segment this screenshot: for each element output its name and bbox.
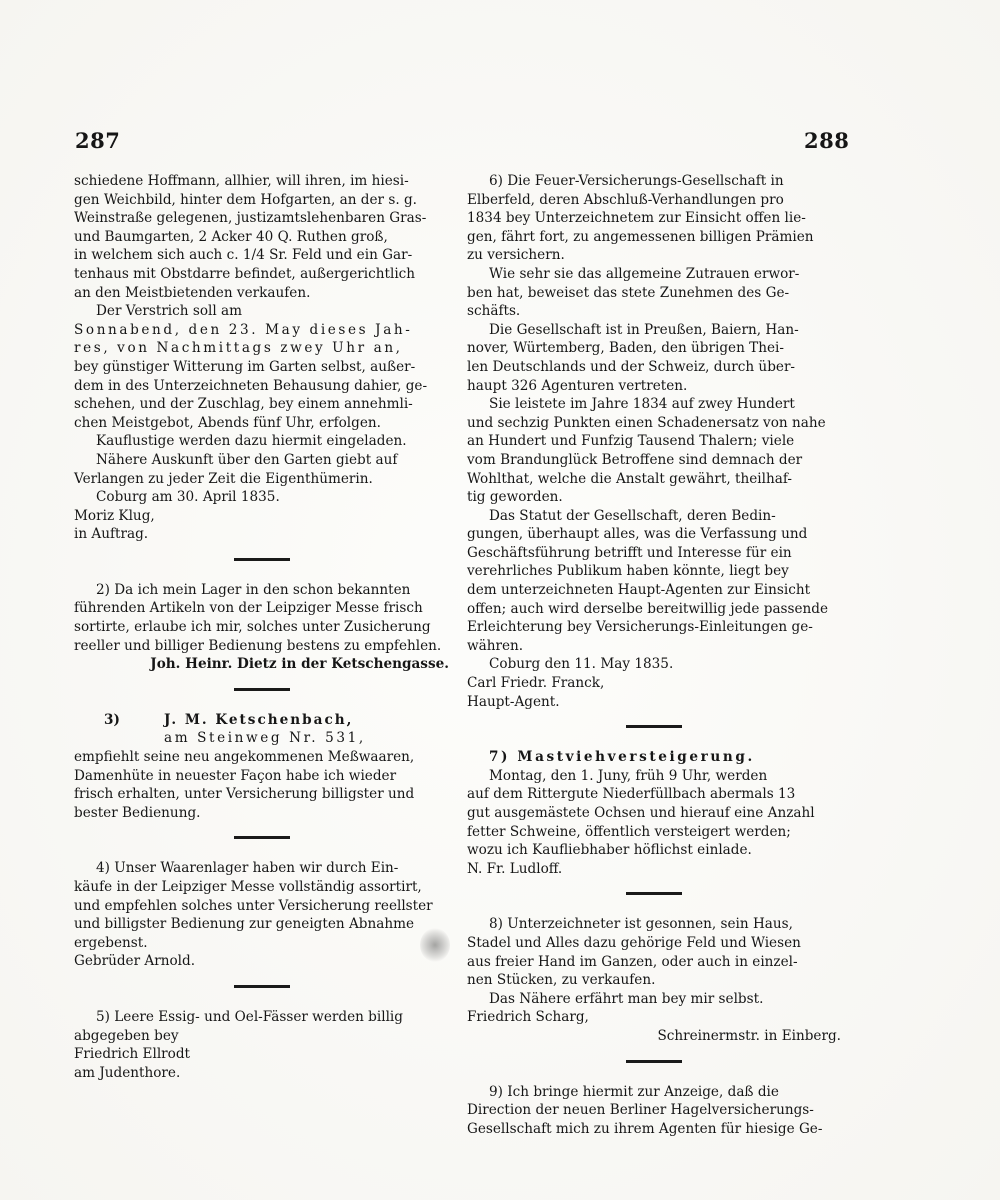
section-divider [626,725,682,728]
ad6-signature-role: Haupt-Agent. [467,693,560,710]
text-line: gen, fährt fort, zu angemessenen billigen Prämien [467,228,814,245]
ad1-garden-sale [74,172,449,544]
ad5-barrels [74,1008,449,1082]
text-line: schiedene Hoffmann, allhier, will ihren, im hiesi- [74,173,409,189]
ad5-signature-place: am Judenthore. [74,1064,181,1081]
text-line: len Deutschlands und der Schweiz, durch über- [467,358,796,375]
right-column [467,172,841,1138]
text-line: abgegeben bey [74,1027,179,1044]
text-line: zu versichern. [467,247,565,264]
text-line: gungen, überhaupt alles, was die Verfassung und [467,526,808,543]
ad3-heading [74,711,449,730]
text-line: auf dem Rittergute Niederfüllbach abermals 13 [467,786,796,803]
text-line: Das Statut der Gesellschaft, deren Bedin- [489,507,776,524]
text-line: Elberfeld, deren Abschluß-Verhandlungen pro [467,191,784,208]
ad6-fire-insurance [467,172,841,711]
text-line: und empfehlen solches unter Versicherung reellster [74,897,433,914]
page-number-right: 288 [804,128,850,153]
text-line: 2) Da ich mein Lager in den schon bekannten [96,581,411,598]
text-line: ben hat, beweiset das stete Zunehmen des Ge- [467,284,790,301]
auction-date-line: Sonnabend, den 23. May dieses Jah- [74,321,413,338]
ad4-signature: Gebrüder Arnold. [74,953,196,970]
text-line: 1834 bey Unterzeichnetem zur Einsicht offen lie- [467,210,806,227]
ad2-signature: Joh. Heinr. Dietz in der Ketschengasse. [150,656,449,673]
text-line: bey günstiger Witterung im Garten selbst, außer- [74,358,416,375]
ad4-arnold [74,859,449,971]
ad3-number: 3) [104,711,120,728]
text-line: Damenhüte in neuester Façon habe ich wieder [74,767,397,784]
text-line: an Hundert und Funfzig Tausend Thalern; viele [467,433,795,450]
text-line: ergebenst. [74,934,148,951]
ad8-signature-place: Schreinermstr. in Einberg. [657,1027,841,1044]
text-line: reeller und billiger Bedienung bestens zu empfehlen. [74,637,442,654]
section-divider [234,688,290,691]
text-line: Nähere Auskunft über den Garten giebt auf [96,451,398,468]
text-line: Kauflustige werden dazu hiermit eingeladen. [96,433,407,450]
signature-role: in Auftrag. [74,526,149,543]
text-line: verehrliches Publikum haben könnte, liegt bey [467,563,789,580]
text-line: bester Bedienung. [74,804,201,821]
text-line: offen; auch wird derselbe bereitwillig jede passende [467,600,829,617]
place-date: Coburg am 30. April 1835. [96,489,280,506]
ink-stain [420,928,450,962]
text-line: haupt 326 Agenturen vertreten. [467,377,688,394]
text-line: aus freier Hand im Ganzen, oder auch in einzel- [467,953,798,970]
text-line: an den Meistbietenden verkaufen. [74,284,311,301]
ad5-signature-name: Friedrich Ellrodt [74,1046,191,1063]
text-line: 9) Ich bringe hiermit zur Anzeige, daß die [489,1083,779,1100]
place-date: Coburg den 11. May 1835. [489,656,674,673]
ad7-signature: N. Fr. Ludloff. [467,860,563,877]
text-line: Der Verstrich soll am [96,303,243,320]
text-line: frisch erhalten, unter Versicherung billigster und [74,786,415,803]
text-line: Direction der neuen Berliner Hagelversicherungs- [467,1102,814,1119]
text-line: führenden Artikeln von der Leipziger Messe frisch [74,600,423,617]
text-line: 6) Die Feuer-Versicherungs-Gesellschaft in [489,173,784,189]
ad3-address: am Steinweg Nr. 531, [164,730,366,747]
text-line: Verlangen zu jeder Zeit die Eigenthümerin. [74,470,373,487]
text-line: Montag, den 1. Juny, früh 9 Uhr, werden [489,767,768,784]
text-line: Sie leistete im Jahre 1834 auf zwey Hundert [489,396,795,413]
text-line: Die Gesellschaft ist in Preußen, Baiern, Han- [489,321,799,338]
text-line: dem unterzeichneten Haupt-Agenten zur Einsicht [467,582,811,599]
text-line: tenhaus mit Obstdarre befindet, außergerichtlich [74,265,416,282]
text-line: 5) Leere Essig- und Oel-Fässer werden billig [96,1008,403,1025]
text-line: fetter Schweine, öffentlich versteigert werden; [467,823,791,840]
left-column [74,172,449,1082]
auction-time-line: res, von Nachmittags zwey Uhr an, [74,340,403,357]
text-line: gut ausgemästete Ochsen und hierauf eine Anzahl [467,805,815,821]
section-divider [234,985,290,988]
page-number-left: 287 [75,128,121,153]
ad9-hail-insurance [467,1083,841,1139]
text-line: Das Nähere erfährt man bey mir selbst. [489,990,764,1007]
text-line: Erleichterung bey Versicherungs-Einleitungen ge- [467,619,813,636]
ad7-heading: 7) Mastviehversteigerung. [489,749,755,766]
text-line: nen Stücken, zu verkaufen. [467,972,656,989]
text-line: nover, Würtemberg, Baden, den übrigen Thei- [467,340,784,357]
text-line: Geschäftsführung betrifft und Interesse für ein [467,544,792,561]
text-line: Wohlthat, welche die Anstalt gewährt, theilhaf- [467,470,792,487]
text-line: Weinstraße gelegenen, justizamtslehenbaren Gras- [74,210,427,227]
text-line: wozu ich Kaufliebhaber höflichst einlade. [467,842,752,859]
text-line: Stadel und Alles dazu gehörige Feld und Wiesen [467,934,801,951]
text-line: und sechzig Punkten einen Schadenersatz von nahe [467,414,826,431]
text-line: und billigster Bedienung zur geneigten Abnahme [74,916,415,933]
signature-name: Moriz Klug, [74,507,155,524]
ad3-ketschenbach [74,711,449,823]
ad8-house-sale [467,915,841,1045]
text-line: währen. [467,637,524,654]
text-line: sortirte, erlaube ich mir, solches unter Zusicherung [74,619,431,636]
ad8-signature-name: Friedrich Scharg, [467,1009,589,1026]
text-line: vom Brandunglück Betroffene sind demnach der [467,451,803,468]
text-line: schäfts. [467,303,521,320]
section-divider [626,1060,682,1063]
text-line: dem in des Unterzeichneten Behausung dahier, ge- [74,377,428,394]
ad2-leipzig-articles [74,581,449,674]
section-divider [234,836,290,839]
text-line: und Baumgarten, 2 Acker 40 Q. Ruthen groß, [74,228,388,245]
text-line: in welchem sich auch c. 1/4 Sr. Feld und ein Gar- [74,247,413,264]
text-line: tig geworden. [467,489,563,506]
text-line: Wie sehr sie das allgemeine Zutrauen erwor- [489,265,800,282]
text-line: gen Weichbild, hinter dem Hofgarten, an der s. g. [74,191,417,208]
section-divider [626,892,682,895]
text-line: chen Meistgebot, Abends fünf Uhr, erfolgen. [74,414,381,431]
text-line: schehen, und der Zuschlag, bey einem annehmli- [74,396,413,413]
ad6-signature-name: Carl Friedr. Franck, [467,675,605,692]
text-line: 8) Unterzeichneter ist gesonnen, sein Haus, [489,916,793,933]
section-divider [234,558,290,561]
text-line: 4) Unser Waarenlager haben wir durch Ein- [96,860,399,877]
text-line: empfiehlt seine neu angekommenen Meßwaaren, [74,749,415,766]
ad3-merchant-name: J. M. Ketschenbach, [164,711,354,728]
text-line: Gesellschaft mich zu ihrem Agenten für hiesige Ge- [467,1120,823,1137]
text-line: käufe in der Leipziger Messe vollständig assortirt, [74,879,422,895]
ad7-livestock-auction [467,748,841,878]
